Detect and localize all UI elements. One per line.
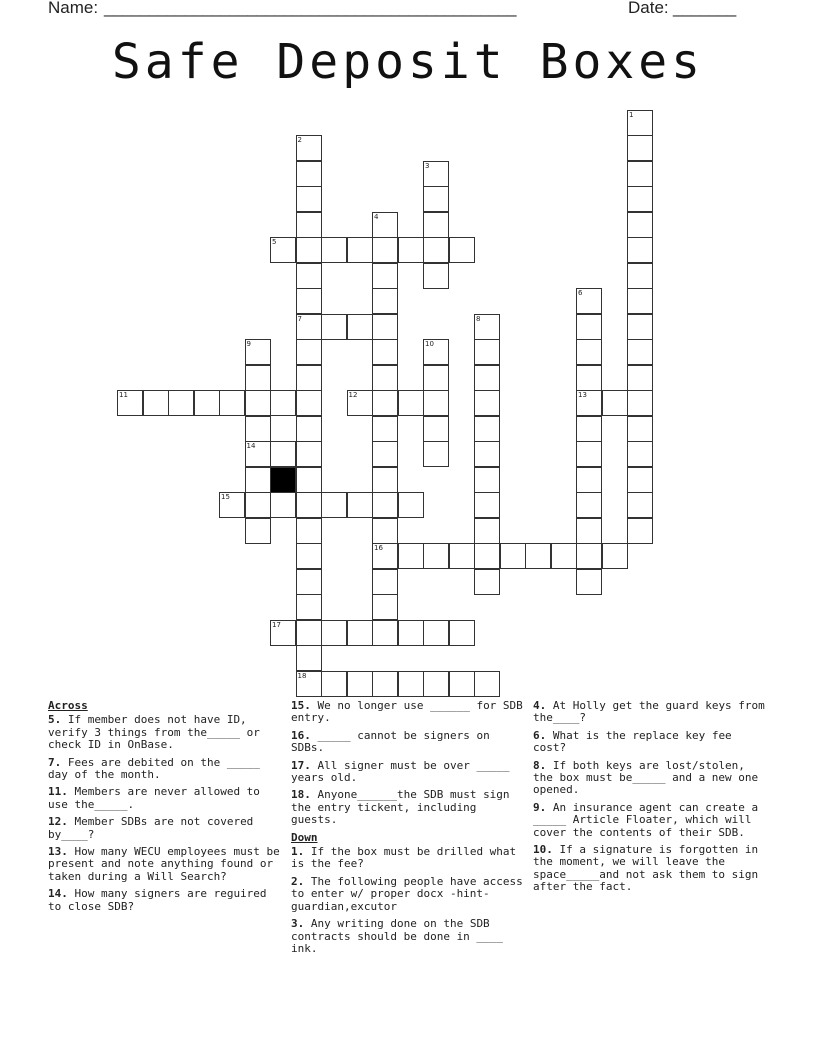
- grid-cell[interactable]: [372, 543, 398, 569]
- clue-across-5: 5. If member does not have ID, verify 3 things from the_____ or check ID in OnBase.: [48, 713, 267, 752]
- clue-number: 14: [246, 442, 256, 450]
- grid-cell[interactable]: [321, 620, 347, 646]
- clue-number: 11: [119, 391, 128, 399]
- grid-cell[interactable]: [474, 671, 500, 697]
- grid-cell[interactable]: [423, 161, 449, 187]
- grid-cell[interactable]: [296, 518, 322, 544]
- grid-cell[interactable]: [576, 441, 602, 467]
- grid-cell[interactable]: [372, 263, 398, 289]
- grid-cell[interactable]: [296, 314, 322, 340]
- grid-cell[interactable]: [372, 492, 398, 518]
- grid-cell[interactable]: [576, 518, 602, 544]
- grid-cell[interactable]: [576, 288, 602, 314]
- clue-across-14: 14. How many signers are reguired to close SDB?: [48, 887, 274, 913]
- grid-cell[interactable]: [474, 314, 500, 340]
- grid-cell[interactable]: [372, 390, 398, 416]
- grid-cell[interactable]: [296, 212, 322, 238]
- clue-down-2: 2. The following people have access to enter w/ proper docx -hint- guardian,excutor: [291, 874, 530, 913]
- grid-cell[interactable]: [245, 492, 271, 518]
- clue-across-15: 15. We no longer use ______ for SDB entry.: [291, 699, 530, 725]
- grid-cell[interactable]: [576, 543, 602, 569]
- grid-cell[interactable]: [423, 543, 449, 569]
- grid-cell[interactable]: [296, 467, 322, 493]
- grid-cell[interactable]: [219, 390, 245, 416]
- grid-cell[interactable]: [627, 263, 653, 289]
- grid-cell[interactable]: [398, 492, 424, 518]
- grid-cell[interactable]: [296, 671, 322, 697]
- grid-cell[interactable]: [627, 339, 653, 365]
- grid-cell[interactable]: [372, 416, 398, 442]
- puzzle-title: Safe Deposit Boxes: [111, 34, 705, 90]
- grid-cell[interactable]: [627, 237, 653, 263]
- grid-cell[interactable]: [296, 339, 322, 365]
- clues-column-1: [48, 699, 287, 918]
- clue-number: 5: [272, 238, 277, 246]
- clue-down-9: 9. An insurance agent can create a _____ Article Floater, which will cover the contents of their SDB.: [533, 800, 765, 839]
- grid-cell[interactable]: [372, 212, 398, 238]
- grid-cell[interactable]: [398, 671, 424, 697]
- grid-cell[interactable]: [296, 594, 322, 620]
- grid-cell[interactable]: [423, 263, 449, 289]
- clue-number: 2: [297, 136, 302, 144]
- grid-cell[interactable]: [627, 416, 653, 442]
- grid-cell[interactable]: [474, 467, 500, 493]
- grid-cell[interactable]: [347, 492, 373, 518]
- grid-cell[interactable]: [372, 365, 398, 391]
- grid-cell[interactable]: [398, 237, 424, 263]
- clue-number: 12: [348, 391, 358, 399]
- black-cell: [270, 467, 296, 493]
- grid-cell[interactable]: [194, 390, 220, 416]
- down-heading: Down: [291, 830, 318, 844]
- clue-across-17: 17. All signer must be over _____ years old.: [291, 758, 517, 785]
- grid-cell[interactable]: [576, 467, 602, 493]
- grid-cell[interactable]: [372, 594, 398, 620]
- grid-cell[interactable]: [627, 518, 653, 544]
- grid-cell[interactable]: [347, 620, 373, 646]
- grid-cell[interactable]: [474, 543, 500, 569]
- grid-cell[interactable]: [245, 365, 271, 391]
- grid-cell[interactable]: [296, 263, 322, 289]
- grid-cell[interactable]: [270, 492, 296, 518]
- grid-cell[interactable]: [296, 135, 322, 161]
- grid-cell[interactable]: [474, 441, 500, 467]
- grid-cell[interactable]: [474, 365, 500, 391]
- clue-number: 17: [272, 620, 281, 629]
- grid-cell[interactable]: [423, 416, 449, 442]
- grid-cell[interactable]: [296, 543, 322, 569]
- clue-down-8: 8. If both keys are lost/stolen, the box must be_____ and a new one opened.: [533, 758, 765, 797]
- grid-cell[interactable]: [474, 518, 500, 544]
- grid-cell[interactable]: [296, 365, 322, 391]
- grid-cell[interactable]: [245, 467, 271, 493]
- clue-number: 4: [374, 212, 379, 221]
- clue-number: 9: [246, 340, 251, 348]
- grid-cell[interactable]: [372, 441, 398, 467]
- grid-cell[interactable]: [627, 212, 653, 238]
- grid-cell[interactable]: [449, 671, 475, 697]
- grid-cell[interactable]: [449, 543, 475, 569]
- clue-across-7: 7. Fees are debited on the _____ day of the month.: [48, 755, 267, 782]
- grid-cell[interactable]: [474, 339, 500, 365]
- grid-cell[interactable]: [372, 314, 398, 340]
- clue-across-16: 16. _____ cannot be signers on SDBs.: [291, 728, 497, 755]
- grid-cell[interactable]: [576, 569, 602, 595]
- clues-column-3: [533, 699, 772, 899]
- grid-cell[interactable]: [245, 390, 271, 416]
- grid-cell[interactable]: [423, 339, 449, 365]
- date-blank[interactable]: _______: [673, 0, 736, 17]
- clue-across-18: 18. Anyone______the SDB must sign the entry tickent, including guests.: [291, 788, 517, 827]
- clue-number: 16: [374, 544, 383, 552]
- grid-cell[interactable]: [602, 543, 628, 569]
- grid-cell[interactable]: [474, 416, 500, 442]
- grid-cell[interactable]: [117, 390, 143, 416]
- clue-number: 15: [221, 493, 230, 501]
- date-label: Date:: [628, 0, 669, 17]
- grid-cell[interactable]: [296, 569, 322, 595]
- grid-cell[interactable]: [423, 441, 449, 467]
- grid-cell[interactable]: [576, 365, 602, 391]
- grid-cell[interactable]: [602, 390, 628, 416]
- grid-cell[interactable]: [321, 237, 347, 263]
- grid-cell[interactable]: [270, 390, 296, 416]
- grid-cell[interactable]: [551, 543, 577, 569]
- clue-number: 10: [425, 340, 434, 348]
- grid-cell[interactable]: [245, 441, 271, 467]
- grid-cell[interactable]: [576, 492, 602, 518]
- grid-cell[interactable]: [372, 237, 398, 263]
- clue-across-13: 13. How many WECU employees must be present and note anything found or taken during a Will Search?: [48, 845, 287, 883]
- grid-cell[interactable]: [398, 543, 424, 569]
- clue-down-6: 6. What is the replace key fee cost?: [533, 728, 739, 755]
- grid-cell[interactable]: [627, 110, 653, 136]
- grid-cell[interactable]: [321, 314, 347, 340]
- grid-cell[interactable]: [627, 441, 653, 467]
- grid-cell[interactable]: [372, 339, 398, 365]
- grid-cell[interactable]: [627, 314, 653, 340]
- grid-cell[interactable]: [296, 161, 322, 187]
- grid-cell[interactable]: [321, 492, 347, 518]
- clue-down-1: 1. If the box must be drilled what is the fee?: [291, 845, 523, 871]
- grid-cell[interactable]: [423, 365, 449, 391]
- clue-across-12: 12. Member SDBs are not covered by____?: [48, 815, 260, 841]
- grid-cell[interactable]: [321, 671, 347, 697]
- grid-cell[interactable]: [168, 390, 194, 416]
- grid-cell[interactable]: [474, 390, 500, 416]
- grid-cell[interactable]: [576, 314, 602, 340]
- grid-cell[interactable]: [627, 492, 653, 518]
- grid-cell[interactable]: [270, 441, 296, 467]
- grid-cell[interactable]: [423, 390, 449, 416]
- grid-cell[interactable]: [270, 620, 296, 646]
- grid-cell[interactable]: [423, 671, 449, 697]
- grid-cell[interactable]: [270, 237, 296, 263]
- grid-cell[interactable]: [347, 671, 373, 697]
- clue-across-11: 11. Members are never allowed to use the_____.: [48, 785, 267, 811]
- grid-cell[interactable]: [627, 161, 653, 187]
- grid-cell[interactable]: [296, 416, 322, 442]
- grid-cell[interactable]: [576, 339, 602, 365]
- grid-cell[interactable]: [296, 288, 322, 314]
- across-heading: Across: [48, 699, 88, 712]
- grid-cell[interactable]: [296, 390, 322, 416]
- grid-cell[interactable]: [245, 339, 271, 365]
- grid-cell[interactable]: [500, 543, 526, 569]
- grid-cell[interactable]: [296, 492, 322, 518]
- grid-cell[interactable]: [143, 390, 169, 416]
- clue-down-3: 3. Any writing done on the SDB contracts should be done in ____ ink.: [291, 917, 510, 955]
- grid-cell[interactable]: [525, 543, 551, 569]
- clue-number: 13: [578, 391, 587, 399]
- grid-cell[interactable]: [627, 467, 653, 493]
- clue-down-10: 10. If a signature is forgotten in the moment, we will leave the space_____and not ask them to sign after the fact.: [533, 843, 765, 894]
- grid-cell[interactable]: [347, 237, 373, 263]
- grid-cell[interactable]: [245, 416, 271, 442]
- clue-down-4: 4. At Holly get the guard keys from the____?: [533, 699, 772, 725]
- grid-cell[interactable]: [296, 441, 322, 467]
- grid-cell[interactable]: [576, 416, 602, 442]
- clue-number: 7: [297, 314, 302, 323]
- grid-cell[interactable]: [372, 288, 398, 314]
- grid-cell[interactable]: [627, 186, 653, 212]
- clues-column-2: [291, 699, 530, 960]
- grid-cell[interactable]: [372, 518, 398, 544]
- grid-cell[interactable]: [372, 620, 398, 646]
- grid-cell[interactable]: [296, 620, 322, 646]
- grid-cell[interactable]: [347, 314, 373, 340]
- grid-cell[interactable]: [474, 569, 500, 595]
- grid-cell[interactable]: [627, 365, 653, 391]
- grid-cell[interactable]: [398, 620, 424, 646]
- grid-cell[interactable]: [245, 518, 271, 544]
- grid-cell[interactable]: [296, 186, 322, 212]
- grid-cell[interactable]: [423, 620, 449, 646]
- grid-cell[interactable]: [296, 237, 322, 263]
- clue-number: 6: [578, 289, 583, 297]
- name-label: Name:: [48, 0, 99, 17]
- grid-cell[interactable]: [296, 645, 322, 671]
- grid-cell[interactable]: [423, 212, 449, 238]
- grid-cell[interactable]: [627, 288, 653, 314]
- grid-cell[interactable]: [398, 390, 424, 416]
- grid-cell[interactable]: [372, 569, 398, 595]
- grid-cell[interactable]: [449, 620, 475, 646]
- grid-cell[interactable]: [423, 186, 449, 212]
- grid-cell[interactable]: [372, 467, 398, 493]
- clue-number: 3: [425, 161, 430, 170]
- clue-number: 1: [629, 110, 634, 119]
- grid-cell[interactable]: [423, 237, 449, 263]
- grid-cell[interactable]: [372, 671, 398, 697]
- grid-cell[interactable]: [474, 492, 500, 518]
- clue-number: 8: [476, 314, 481, 323]
- grid-cell[interactable]: [219, 492, 245, 518]
- grid-cell[interactable]: [576, 390, 602, 416]
- grid-cell[interactable]: [627, 135, 653, 161]
- name-blank[interactable]: ______________________________________________: [104, 0, 516, 17]
- grid-cell[interactable]: [627, 390, 653, 416]
- grid-cell[interactable]: [347, 390, 373, 416]
- grid-cell[interactable]: [449, 237, 475, 263]
- clue-number: 18: [297, 671, 307, 680]
